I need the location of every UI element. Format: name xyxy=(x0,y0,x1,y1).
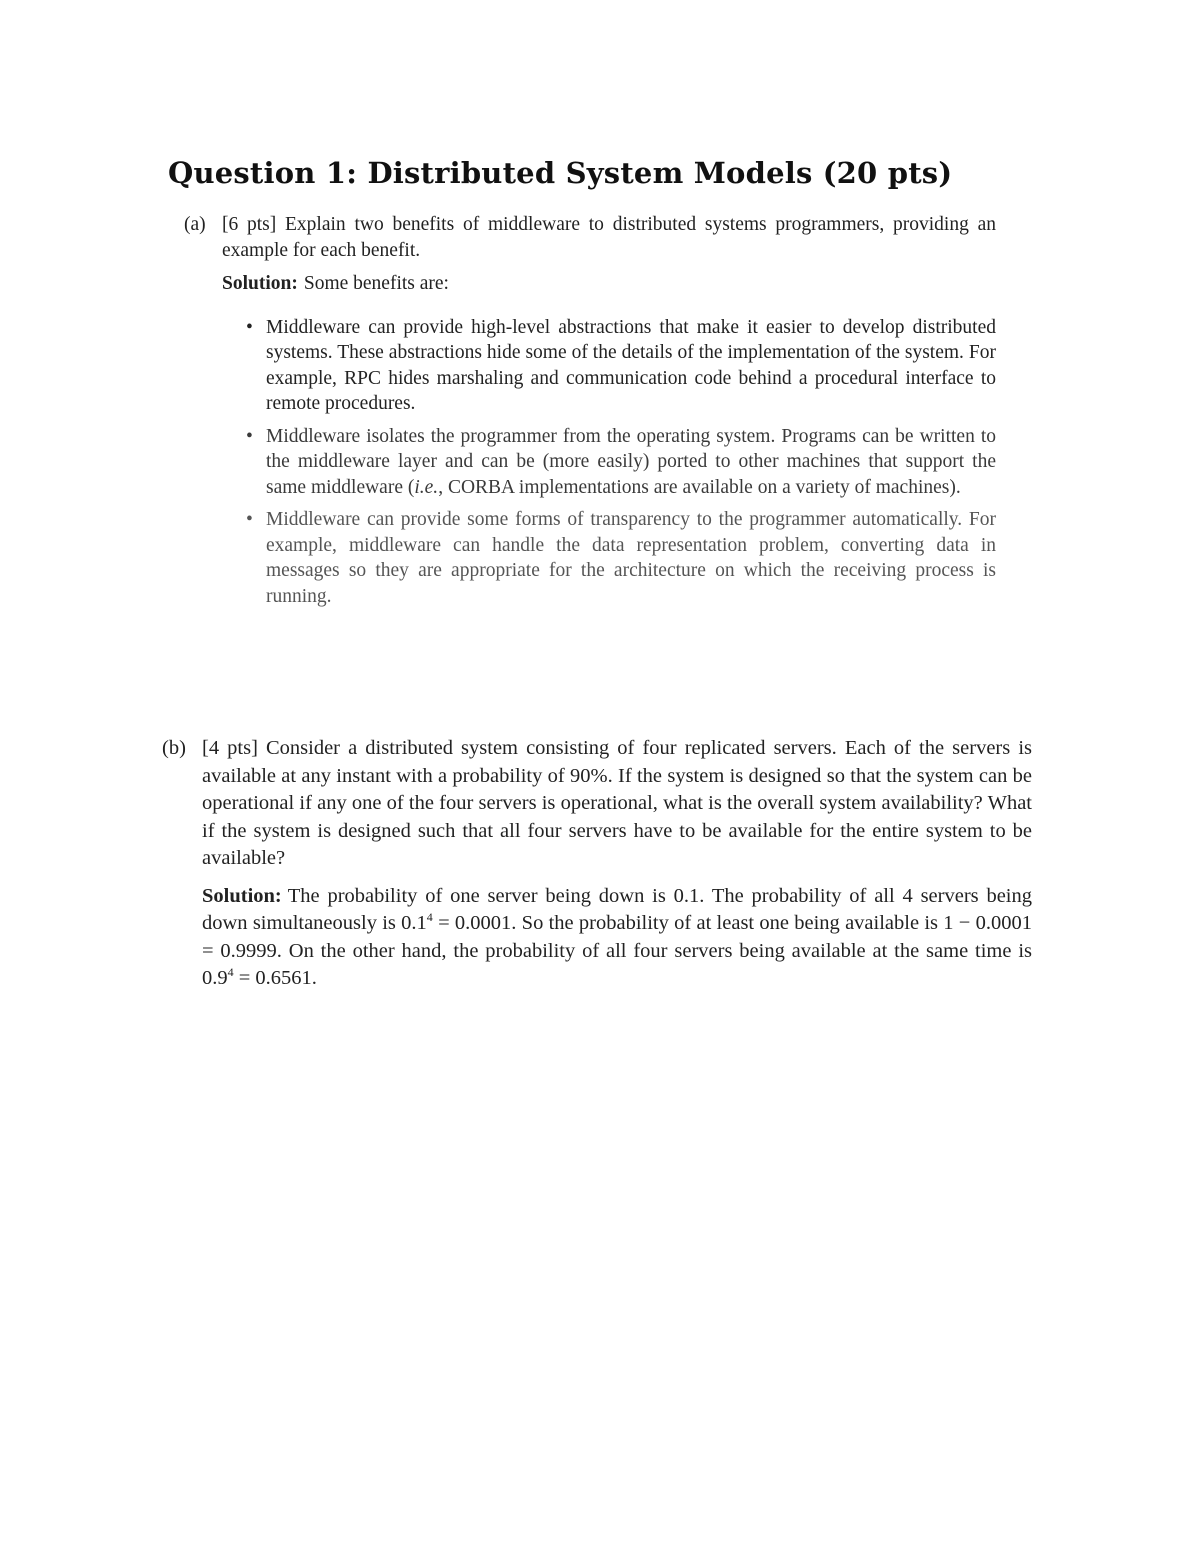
benefit-text-italic: i.e. xyxy=(414,476,439,498)
exponent: 4 xyxy=(227,965,234,980)
benefit-text: Middleware can provide high-level abstractions that make it easier to develop distributed systems. These abstractions hide some of the details of the implementation of the system. For example, RPC hides marshaling and communication code behind a procedural interface to remote procedures. xyxy=(266,316,996,414)
part-b-label: (b) xyxy=(162,737,186,759)
bullet-icon: • xyxy=(246,509,253,530)
part-a-prompt-text: [6 pts] Explain two benefits of middleware to distributed systems programmers, providing an example for each benefit. xyxy=(222,214,996,261)
part-b xyxy=(162,735,1032,993)
part-a-prompt xyxy=(184,212,996,263)
solution-text-2: = 0.0001. So the probability of at least one being available is 1 − 0.0001 = 0.9999. On the other hand, the probability of all four servers being available at the same time is 0.9 xyxy=(202,912,1032,989)
list-item xyxy=(222,315,996,417)
part-b-prompt-text: [4 pts] Consider a distributed system consisting of four replicated servers. Each of the servers is available at any instant with a probability of 90%. If the system is designed so that the system can be operational if any one of the four servers is operational, what is the overall system availability? What if the system is designed such that all four servers have to be available for the entire system to be available? xyxy=(202,737,1032,869)
part-a-solution xyxy=(222,271,996,297)
benefit-text: Middleware can provide some forms of transparency to the programmer automatically. For example, middleware can handle the data representation problem, converting data in messages so they are appropriate for the architecture on which the receiving process is running. xyxy=(266,509,996,607)
part-b-solution xyxy=(202,883,1032,993)
part-b-prompt xyxy=(162,735,1032,873)
benefit-text-before: Middleware isolates the programmer from the operating system. Programs can be written to the middleware layer and can be (more easily) ported to other machines that support the same middleware ( xyxy=(266,425,996,498)
benefit-text-after: , CORBA implementations are available on a variety of machines). xyxy=(438,476,961,498)
part-a-label: (a) xyxy=(184,214,206,235)
part-b-solution-label: Solution: xyxy=(202,884,282,907)
solution-text-1: The probability of one server being down is 0.1. The probability of all 4 servers being down simultaneously is 0.1 xyxy=(202,884,1032,934)
bullet-icon: • xyxy=(246,425,253,447)
question-title: Question 1: Distributed System Models (20 pts) xyxy=(168,156,953,190)
part-a xyxy=(184,212,996,616)
benefits-list xyxy=(222,315,996,610)
solution-text-3: = 0.6561. xyxy=(233,967,317,989)
list-item xyxy=(222,507,996,609)
list-item xyxy=(222,424,996,501)
bullet-icon: • xyxy=(246,316,253,338)
part-a-solution-intro: Some benefits are: xyxy=(303,273,449,294)
exponent: 4 xyxy=(426,910,433,925)
part-a-solution-label: Solution: xyxy=(222,273,298,294)
